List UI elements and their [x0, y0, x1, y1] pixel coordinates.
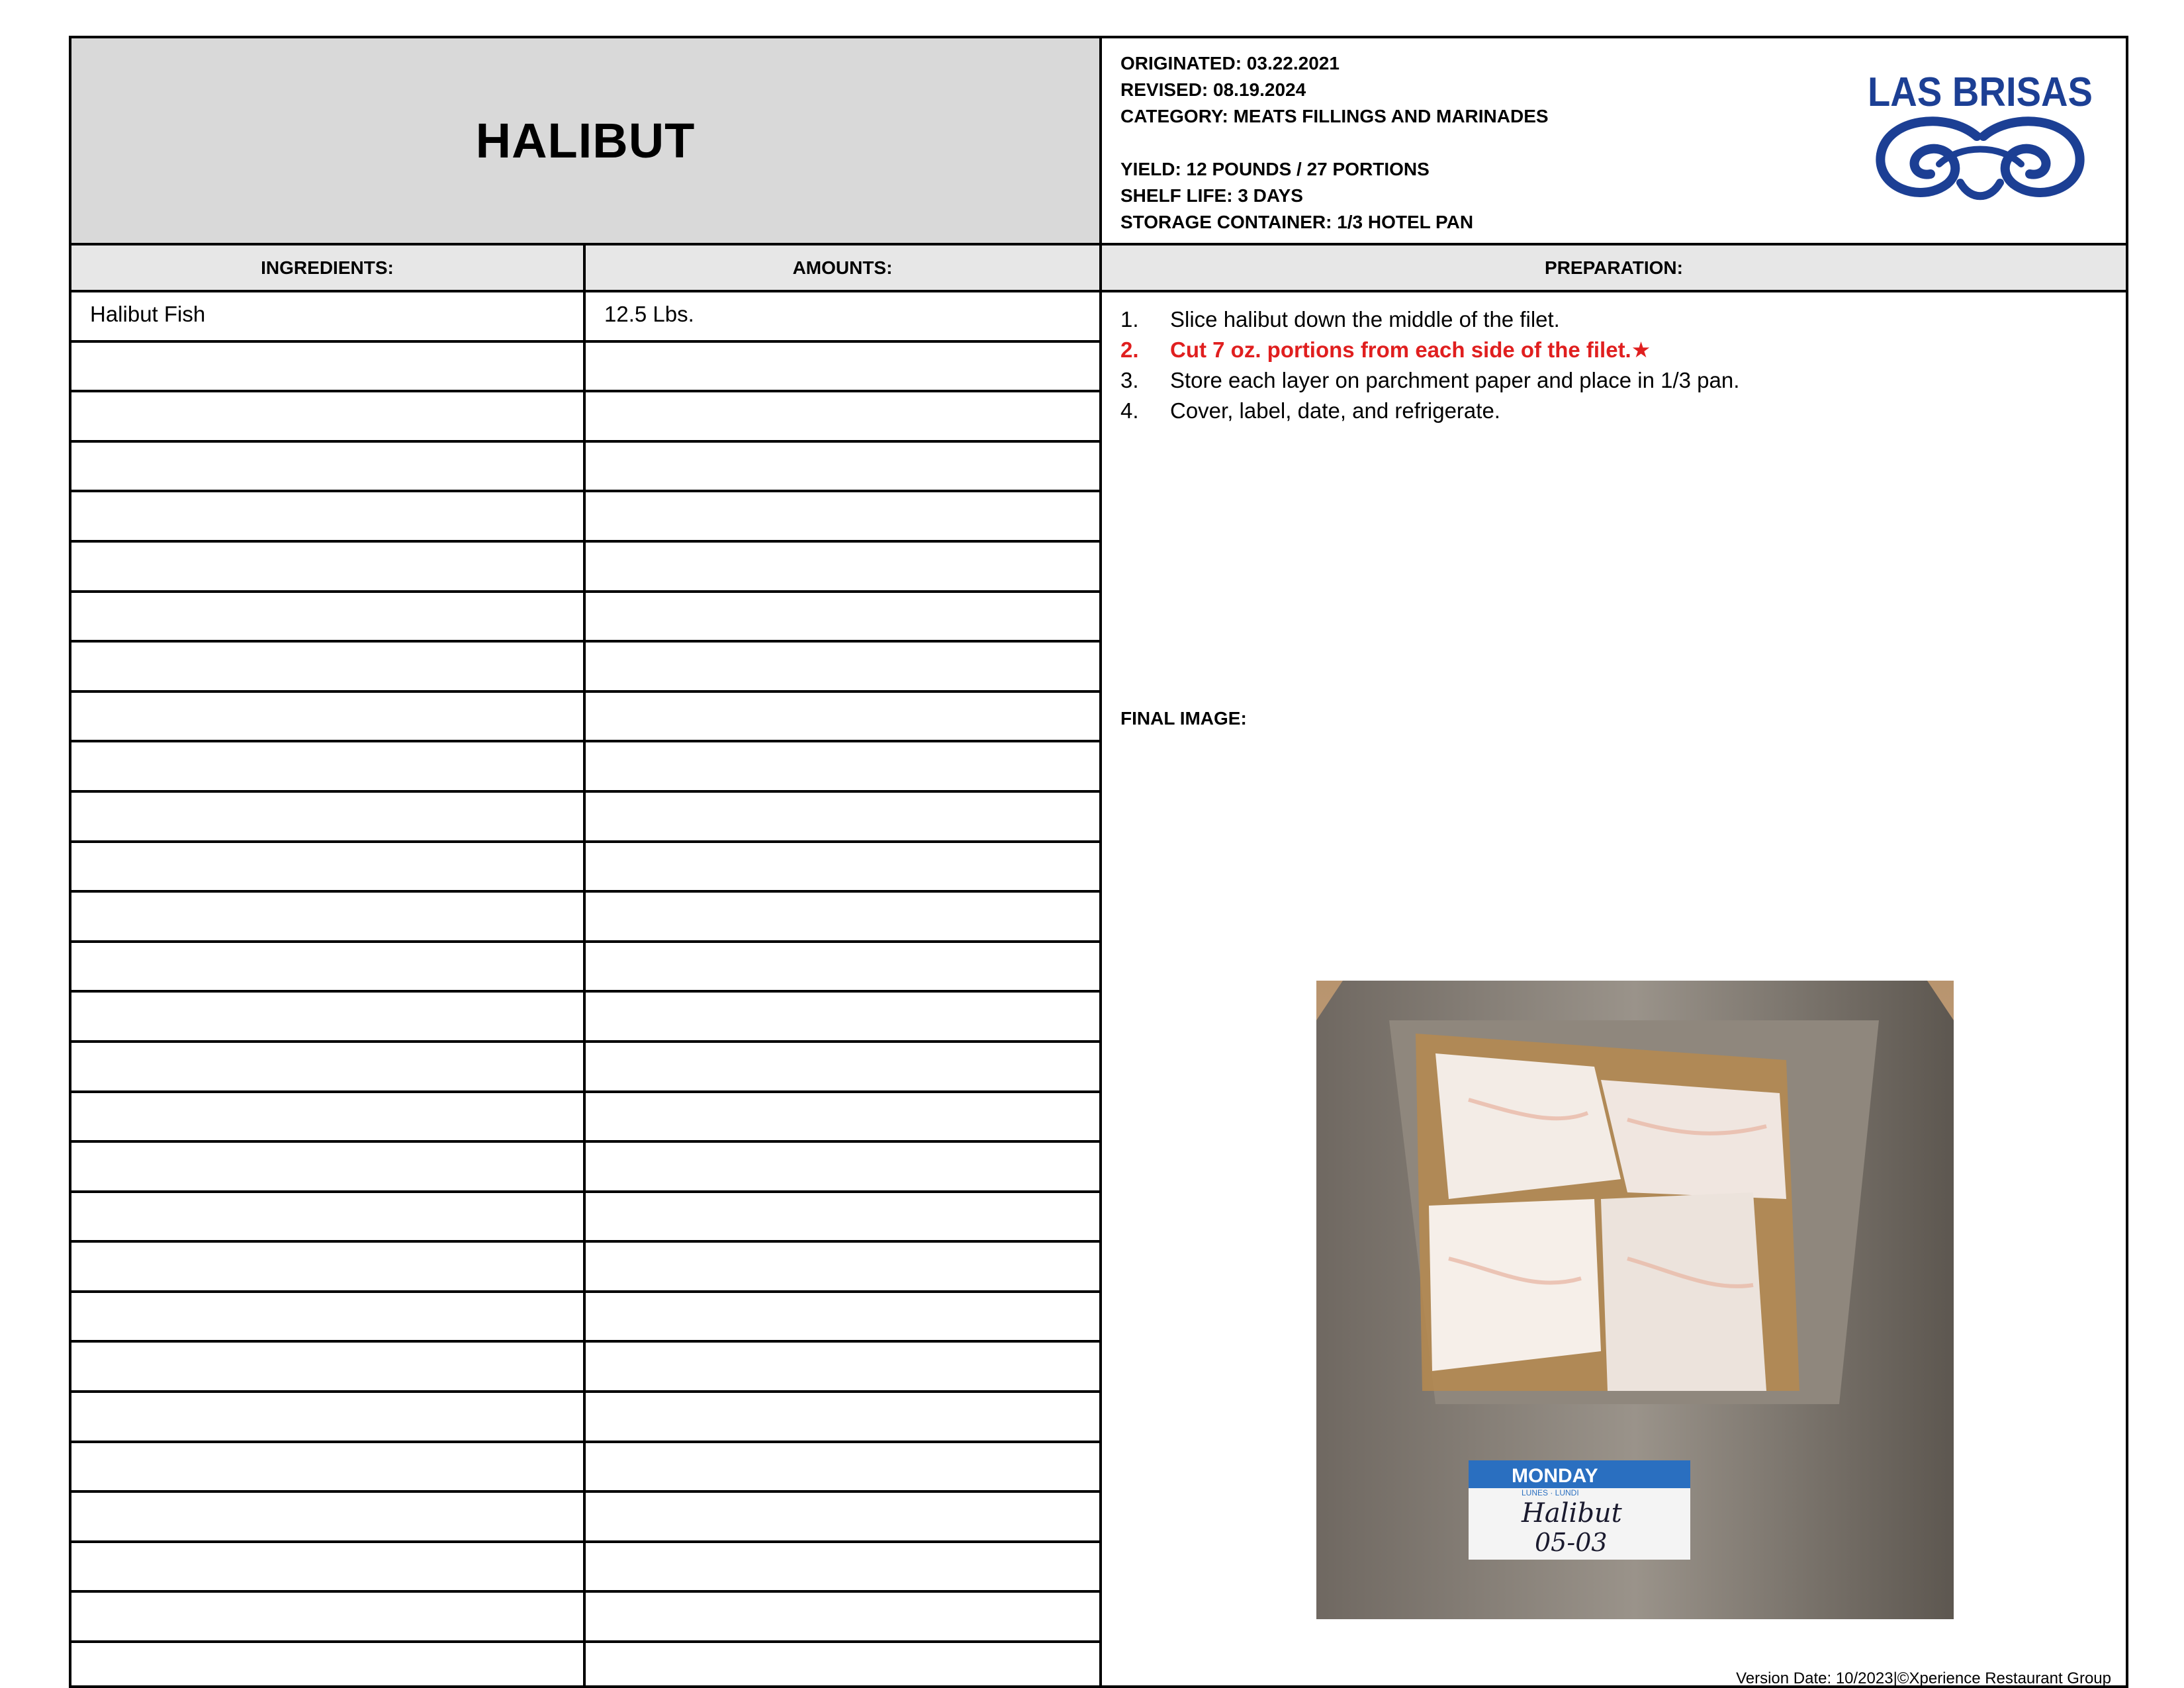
amounts-header: AMOUNTS:	[586, 245, 1102, 290]
amount-cell	[586, 793, 1099, 840]
table-row	[71, 1393, 1099, 1443]
table-row	[71, 1443, 1099, 1493]
amount-cell	[586, 1543, 1099, 1591]
table-row	[71, 1043, 1099, 1093]
amount-cell	[586, 1193, 1099, 1241]
table-row	[71, 593, 1099, 643]
storage-container: STORAGE CONTAINER: 1/3 HOTEL PAN	[1120, 212, 1474, 232]
recipe-info	[1102, 38, 2126, 243]
shelf-life: SHELF LIFE: 3 DAYS	[1120, 185, 1303, 206]
ingredient-cell	[71, 1143, 586, 1190]
preparation-step	[1120, 304, 2107, 335]
table-row	[71, 943, 1099, 993]
ingredient-cell	[71, 943, 586, 991]
table-row	[71, 1093, 1099, 1143]
ingredient-cell	[71, 693, 586, 740]
ingredient-cell	[71, 1193, 586, 1241]
amount-cell	[586, 543, 1099, 590]
table-row	[71, 793, 1099, 843]
table-row	[71, 993, 1099, 1043]
ingredient-cell	[71, 543, 586, 590]
ingredient-cell	[71, 593, 586, 641]
photo-label-day: MONDAY	[1512, 1465, 1598, 1487]
ingredient-cell	[71, 1293, 586, 1341]
las-brisas-logo	[1861, 65, 2099, 210]
table-row	[71, 1193, 1099, 1243]
amount-cell	[586, 1043, 1099, 1090]
amount-cell	[586, 1293, 1099, 1341]
ingredient-cell	[71, 1543, 586, 1591]
amount-cell	[586, 1643, 1099, 1685]
ingredients-header: INGREDIENTS:	[71, 245, 586, 290]
table-row	[71, 292, 1099, 343]
ingredient-cell	[71, 1443, 586, 1491]
table-row	[71, 843, 1099, 893]
table-row	[71, 893, 1099, 943]
amount-cell	[586, 1343, 1099, 1390]
table-row	[71, 1243, 1099, 1293]
recipe-title: HALIBUT	[475, 113, 696, 168]
step-text: Cover, label, date, and refrigerate.	[1170, 398, 1500, 423]
originated-date: ORIGINATED: 03.22.2021	[1120, 53, 1340, 73]
ingredient-cell	[71, 1393, 586, 1441]
ingredient-cell	[71, 1043, 586, 1090]
step-number: 4.	[1120, 398, 1139, 423]
table-row	[71, 343, 1099, 393]
amount-cell	[586, 1593, 1099, 1640]
amount-cell	[586, 392, 1099, 440]
ingredient-cell	[71, 893, 586, 940]
amount-cell: 12.5 Lbs.	[604, 302, 694, 326]
amount-cell	[586, 742, 1099, 790]
ingredient-cell: Halibut Fish	[71, 292, 586, 340]
ingredient-cell	[71, 843, 586, 891]
amount-cell	[586, 693, 1099, 740]
photo-label-date: 05-03	[1535, 1528, 1608, 1557]
amount-cell	[586, 1393, 1099, 1441]
preparation-steps	[1102, 292, 2126, 438]
amount-cell	[586, 1093, 1099, 1141]
table-row	[71, 1143, 1099, 1193]
final-image-photo	[1316, 981, 1954, 1619]
amount-cell	[586, 492, 1099, 540]
header-row	[71, 38, 2126, 245]
table-row	[71, 742, 1099, 793]
amount-cell	[586, 593, 1099, 641]
amount-cell	[586, 1493, 1099, 1540]
ingredient-cell	[71, 1593, 586, 1640]
ingredient-cell	[71, 492, 586, 540]
logo-text: LAS BRISAS	[1868, 69, 2093, 115]
amount-cell	[586, 1243, 1099, 1290]
table-row	[71, 1543, 1099, 1593]
ingredient-cell	[71, 1243, 586, 1290]
amount-cell	[586, 893, 1099, 940]
ingredients-table	[71, 292, 1102, 1685]
step-number: 1.	[1120, 307, 1139, 332]
table-row	[71, 1593, 1099, 1643]
ingredient-cell	[71, 443, 586, 490]
amount-cell	[586, 843, 1099, 891]
amount-cell	[586, 1443, 1099, 1491]
title-cell	[71, 38, 1102, 243]
table-row	[71, 1343, 1099, 1393]
ingredient-cell	[71, 1493, 586, 1540]
photo-label-sub: LUNES · LUNDI	[1522, 1488, 1579, 1497]
amount-cell	[586, 643, 1099, 690]
table-row	[71, 693, 1099, 743]
category: CATEGORY: MEATS FILLINGS AND MARINADES	[1120, 106, 1549, 126]
table-row	[71, 543, 1099, 593]
amount-cell	[586, 993, 1099, 1040]
revised-date: REVISED: 08.19.2024	[1120, 79, 1306, 100]
amount-cell	[586, 1143, 1099, 1190]
table-row	[71, 1493, 1099, 1543]
ingredient-cell	[71, 392, 586, 440]
ingredient-cell	[71, 1643, 586, 1685]
version-footer: Version Date: 10/2023|©Xperience Restaurant Group	[1736, 1669, 2111, 1687]
amount-cell	[586, 943, 1099, 991]
ingredient-cell	[71, 1093, 586, 1141]
ingredient-cell	[71, 1343, 586, 1390]
final-image-label: FINAL IMAGE:	[1120, 708, 1247, 729]
table-row	[71, 1293, 1099, 1343]
preparation-step	[1120, 396, 2107, 426]
recipe-body	[71, 292, 2126, 1685]
preparation-header: PREPARATION:	[1545, 257, 1683, 278]
ingredient-cell	[71, 343, 586, 390]
amount-cell	[586, 343, 1099, 390]
recipe-card	[69, 36, 2128, 1688]
column-headers	[71, 245, 2126, 292]
yield: YIELD: 12 POUNDS / 27 PORTIONS	[1120, 159, 1430, 179]
preparation-step	[1120, 335, 2107, 365]
ingredient-cell	[71, 993, 586, 1040]
preparation-section	[1102, 292, 2126, 1685]
ingredient-cell	[71, 793, 586, 840]
step-number: 3.	[1120, 368, 1139, 392]
photo-label-item: Halibut	[1522, 1498, 1622, 1529]
ingredient-cell	[71, 643, 586, 690]
table-row	[71, 443, 1099, 493]
step-text: Slice halibut down the middle of the filet.	[1170, 307, 1560, 332]
table-row	[71, 643, 1099, 693]
table-row	[71, 492, 1099, 543]
amount-cell	[586, 443, 1099, 490]
table-row	[71, 392, 1099, 443]
step-text: Cut 7 oz. portions from each side of the filet.★	[1170, 337, 1651, 362]
preparation-step	[1120, 365, 2107, 396]
step-number: 2.	[1120, 337, 1139, 362]
step-text: Store each layer on parchment paper and place in 1/3 pan.	[1170, 368, 1740, 392]
table-row	[71, 1643, 1099, 1685]
ingredient-cell	[71, 742, 586, 790]
